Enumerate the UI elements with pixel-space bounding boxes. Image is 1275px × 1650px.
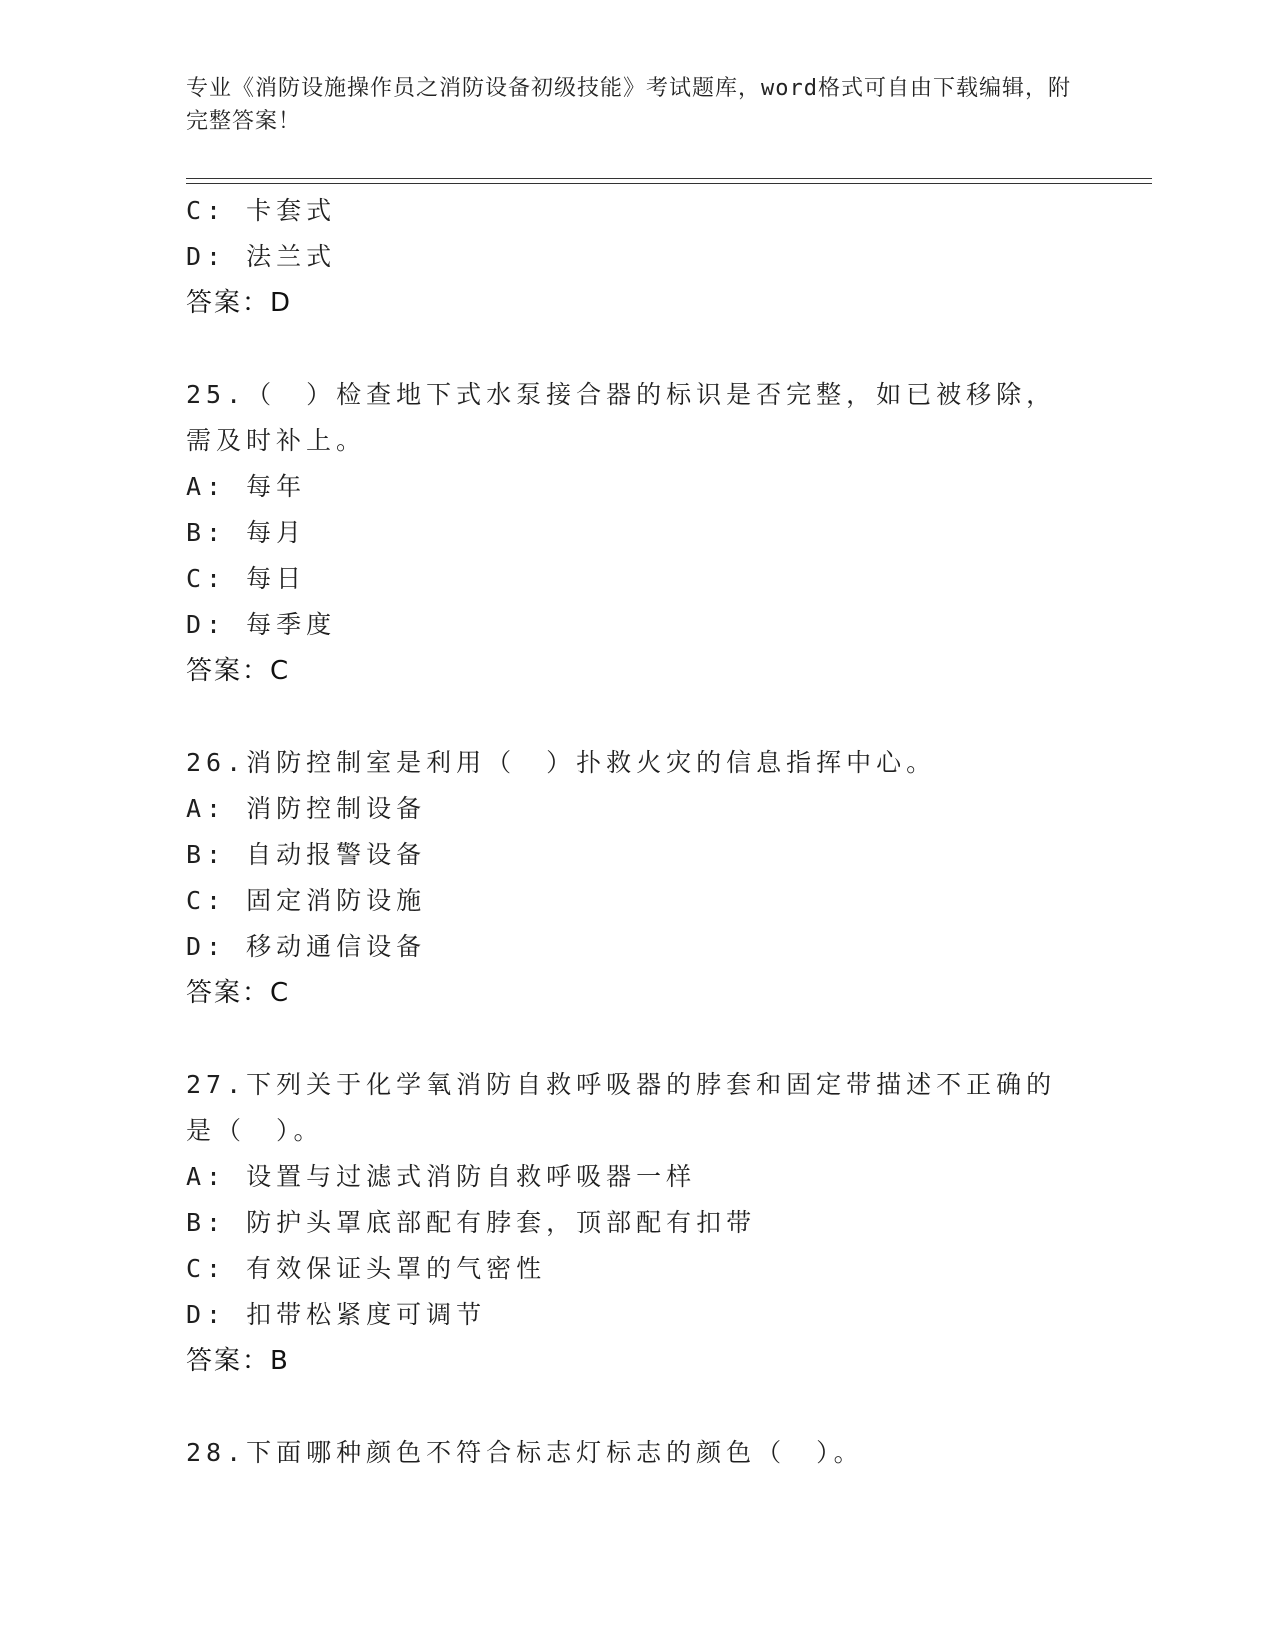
option-c: C: 固定消防设施 [186, 886, 427, 915]
question-26 [186, 740, 1086, 1016]
question-stem: 25.（ ）检查地下式水泵接合器的标识是否完整，如已被移除，需及时补上。 [186, 380, 1057, 455]
question-stem: 28.下面哪种颜色不符合标志灯标志的颜色（ ）。 [186, 1438, 864, 1467]
answer: 答案：B [186, 1346, 290, 1376]
option-c: C: 每日 [186, 564, 307, 593]
question-stem: 26.消防控制室是利用（ ）扑救火灾的信息指挥中心。 [186, 748, 937, 777]
option-b: B: 每月 [186, 518, 307, 547]
answer: 答案：C [186, 656, 291, 686]
option-d: D: 每季度 [186, 610, 337, 639]
header-rule-top [186, 178, 1152, 179]
question-content [186, 188, 1086, 1476]
option-b: B: 自动报警设备 [186, 840, 427, 869]
question-27 [186, 1062, 1086, 1384]
option-c: C: 卡套式 [186, 196, 337, 225]
option-a: A: 设置与过滤式消防自救呼吸器一样 [186, 1162, 697, 1191]
prev-question-tail [186, 188, 1086, 326]
option-a: A: 每年 [186, 472, 307, 501]
question-28 [186, 1430, 1086, 1476]
question-stem: 27.下列关于化学氧消防自救呼吸器的脖套和固定带描述不正确的是（ ）。 [186, 1070, 1057, 1145]
answer: 答案：D [186, 288, 293, 318]
option-b: B: 防护头罩底部配有脖套，顶部配有扣带 [186, 1208, 757, 1237]
option-d: D: 移动通信设备 [186, 932, 427, 961]
answer: 答案：C [186, 978, 291, 1008]
option-a: A: 消防控制设备 [186, 794, 427, 823]
header-rule-bottom [186, 183, 1152, 184]
option-d: D: 扣带松紧度可调节 [186, 1300, 487, 1329]
option-d: D: 法兰式 [186, 242, 337, 271]
option-c: C: 有效保证头罩的气密性 [186, 1254, 547, 1283]
question-25 [186, 372, 1086, 694]
page-header: 专业《消防设施操作员之消防设备初级技能》考试题库，word格式可自由下载编辑，附完整答案！ [186, 76, 1071, 134]
